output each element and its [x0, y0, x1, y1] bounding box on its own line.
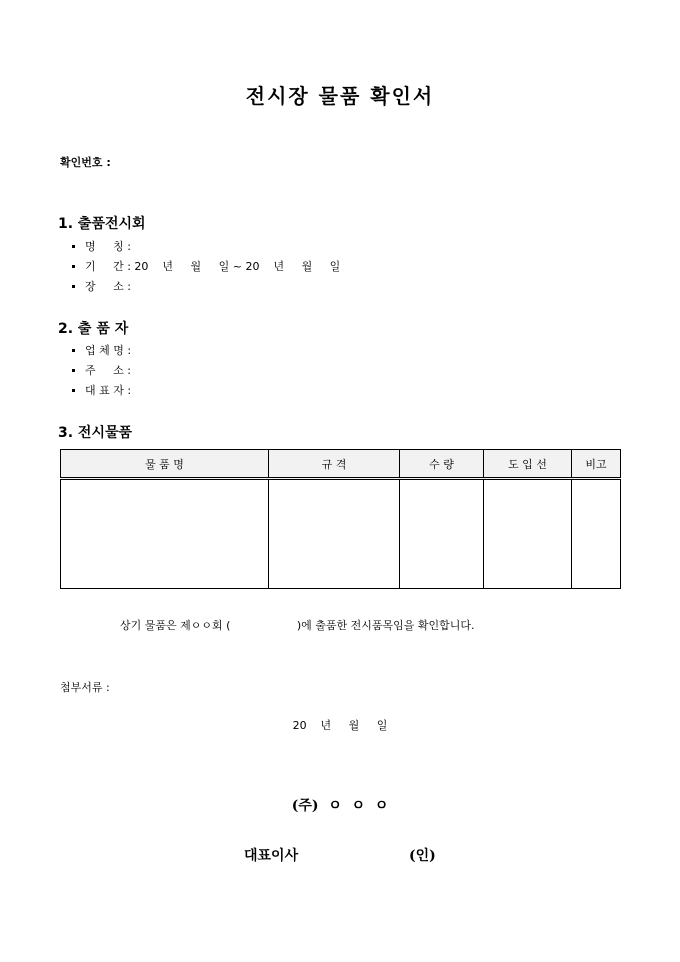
goods-table-header [61, 450, 621, 479]
section-1-item-period-text: 기 간 : 20 년 월 일 ~ 20 년 월 일 [85, 260, 341, 273]
section-3-heading: 3. 전시물품 [58, 425, 133, 441]
bullet-icon [72, 265, 75, 268]
confirmation-statement: 상기 물품은 제ㅇㅇ회 ( )에 출품한 전시품목임을 확인합니다. [120, 619, 475, 632]
column-header-spec: 규 격 [269, 450, 400, 479]
column-header-remarks: 비고 [572, 450, 621, 479]
section-2-item-company [72, 342, 131, 358]
column-header-quantity: 수 량 [400, 450, 484, 479]
table-cell[interactable] [269, 479, 400, 589]
section-1-heading: 1. 출품전시회 [58, 216, 146, 232]
section-2-item-address [72, 362, 131, 378]
column-header-source: 도 입 선 [484, 450, 572, 479]
section-2-item-company-text: 업 체 명 : [85, 344, 132, 357]
seal-label: (인) [409, 848, 436, 864]
table-cell[interactable] [484, 479, 572, 589]
goods-table [60, 449, 621, 589]
section-1-item-name-text: 명 칭 : [85, 240, 131, 253]
date-line: 20 년 월 일 [292, 719, 388, 732]
bullet-icon [72, 349, 75, 352]
attachment-label: 첨부서류 : [60, 681, 110, 694]
section-2-item-representative [72, 382, 131, 398]
section-1-item-period [72, 258, 340, 274]
table-cell[interactable] [61, 479, 269, 589]
ceo-label: 대표이사 [244, 848, 299, 864]
bullet-icon [72, 245, 75, 248]
bullet-icon [72, 389, 75, 392]
section-1-item-place [72, 278, 131, 294]
bullet-icon [72, 369, 75, 372]
section-2-heading: 2. 출 품 자 [58, 321, 129, 337]
table-row [61, 479, 621, 589]
table-cell[interactable] [400, 479, 484, 589]
column-header-item-name: 물 품 명 [61, 450, 269, 479]
bullet-icon [72, 285, 75, 288]
table-cell[interactable] [572, 479, 621, 589]
page-title: 전시장 물품 확인서 [245, 84, 435, 108]
section-1-item-name [72, 238, 131, 254]
section-2-item-address-text: 주 소 : [85, 364, 131, 377]
section-1-item-place-text: 장 소 : [85, 280, 131, 293]
confirm-number-label: 확인번호 : [60, 156, 111, 169]
section-2-item-representative-text: 대 표 자 : [85, 384, 132, 397]
company-name: (주) ㅇ ㅇ ㅇ [291, 798, 389, 814]
